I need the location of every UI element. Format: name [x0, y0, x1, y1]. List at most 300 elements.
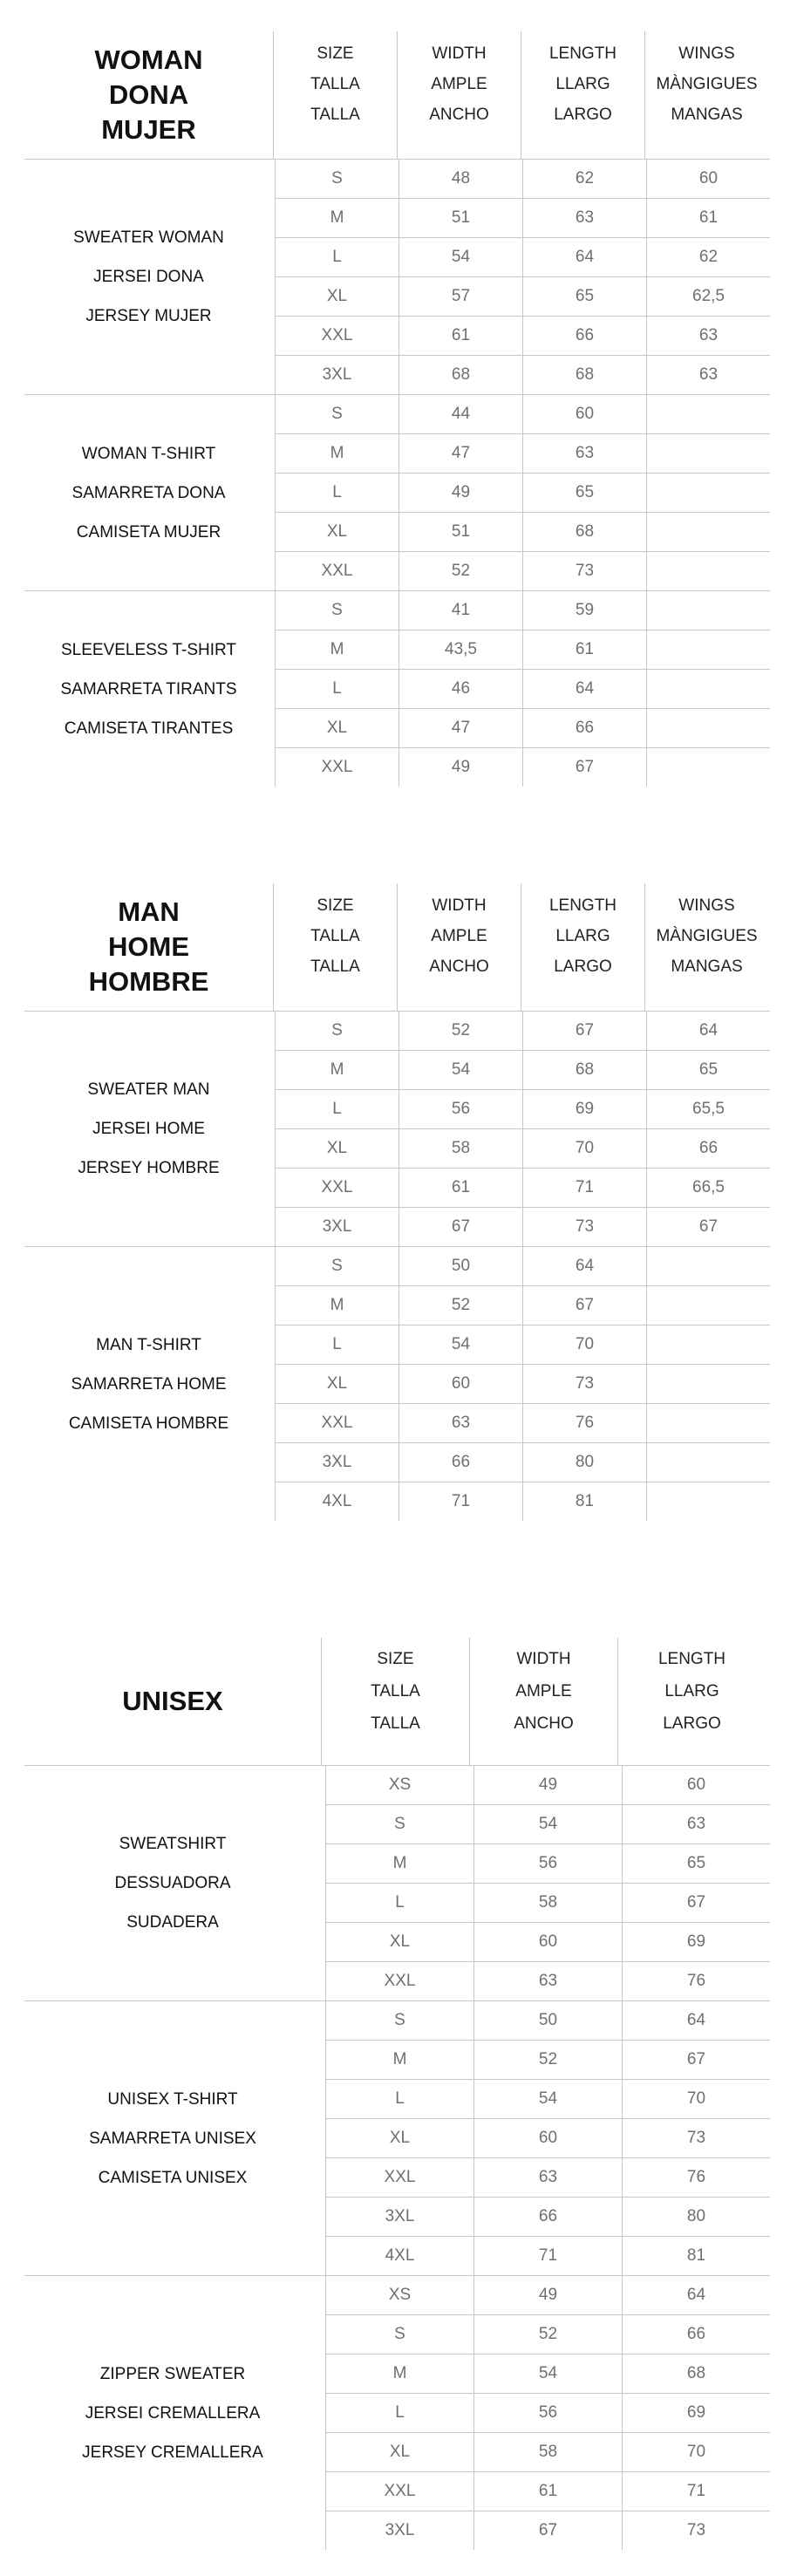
sleeve-cell	[646, 552, 770, 590]
width-cell: 54	[398, 1051, 522, 1089]
width-cell: 56	[473, 2394, 622, 2432]
column-header-line: LENGTH	[657, 1650, 726, 1668]
table-row	[325, 1884, 770, 1923]
size-cell: XL	[275, 709, 398, 747]
size-cell: L	[275, 1325, 398, 1364]
length-cell: 76	[622, 1962, 770, 2000]
size-rows	[325, 2001, 770, 2275]
column-header-line: MÀNGIGUES	[656, 75, 758, 93]
size-cell: XXL	[275, 748, 398, 787]
length-cell: 63	[522, 434, 646, 473]
sleeve-cell	[646, 395, 770, 433]
width-cell: 54	[473, 1805, 622, 1843]
length-cell: 70	[622, 2433, 770, 2471]
width-cell: 58	[398, 1129, 522, 1168]
width-cell: 54	[398, 1325, 522, 1364]
column-header-length	[521, 883, 644, 1011]
product-label	[24, 160, 273, 394]
table-row	[275, 1404, 770, 1443]
width-cell: 49	[398, 474, 522, 512]
column-header-line: LLARG	[555, 927, 610, 945]
product-label-line: JERSEY HOMBRE	[78, 1159, 220, 1177]
size-cell: M	[325, 1844, 473, 1883]
width-cell: 51	[398, 513, 522, 551]
size-cell: M	[275, 434, 398, 473]
table-row	[275, 1482, 770, 1521]
size-rows	[275, 1247, 770, 1521]
table-row	[275, 1129, 770, 1169]
width-cell: 48	[398, 160, 522, 198]
size-rows	[275, 591, 770, 787]
size-cell: M	[325, 2355, 473, 2393]
length-cell: 66	[522, 317, 646, 355]
section-title-line: DONA	[108, 79, 189, 110]
sleeve-cell: 62	[646, 238, 770, 276]
table-row	[325, 2119, 770, 2158]
table-row	[325, 2001, 770, 2041]
length-cell: 64	[622, 2001, 770, 2040]
width-cell: 60	[398, 1365, 522, 1403]
width-cell: 52	[473, 2315, 622, 2354]
product-label-line: MAN T-SHIRT	[96, 1335, 201, 1354]
size-cell: M	[275, 1286, 398, 1325]
column-header-line: LENGTH	[548, 44, 617, 63]
size-cell: 3XL	[325, 2198, 473, 2236]
length-cell: 65	[622, 1844, 770, 1883]
column-header-line: SIZE	[377, 1650, 414, 1668]
column-header-width	[469, 1638, 617, 1765]
table-row	[275, 395, 770, 434]
section-title-line: WOMAN	[94, 44, 203, 75]
length-cell: 63	[522, 199, 646, 237]
product-label-line: JERSEY CREMALLERA	[82, 2443, 263, 2462]
table-row	[275, 160, 770, 199]
table-row	[325, 1962, 770, 2000]
column-header-line: LARGO	[663, 1714, 721, 1733]
size-cell: XXL	[275, 317, 398, 355]
column-header-line: LENGTH	[548, 896, 617, 915]
product-label-line: CAMISETA MUJER	[76, 522, 221, 542]
size-cell: 3XL	[275, 1208, 398, 1246]
table-row	[325, 2315, 770, 2355]
sleeve-cell: 67	[646, 1208, 770, 1246]
size-cell: L	[325, 1884, 473, 1922]
table-row	[275, 199, 770, 238]
section-title	[24, 1638, 321, 1765]
table-row	[325, 2433, 770, 2472]
length-cell: 73	[622, 2119, 770, 2157]
sleeve-cell: 60	[646, 160, 770, 198]
size-cell: 4XL	[325, 2237, 473, 2275]
column-header-size	[273, 31, 397, 159]
table-row	[275, 1247, 770, 1286]
length-cell: 67	[622, 1884, 770, 1922]
column-header-line: ANCHO	[514, 1714, 574, 1733]
table-row	[325, 1844, 770, 1884]
column-header-length	[521, 31, 644, 159]
sleeve-cell	[646, 1247, 770, 1285]
table-row	[275, 317, 770, 356]
column-header-line: LLARG	[555, 75, 610, 93]
width-cell: 57	[398, 277, 522, 316]
sleeve-cell	[646, 434, 770, 473]
length-cell: 68	[622, 2355, 770, 2393]
width-cell: 50	[473, 2001, 622, 2040]
size-cell: XXL	[275, 1169, 398, 1207]
column-header-line: SIZE	[317, 44, 354, 63]
sleeve-cell: 66,5	[646, 1169, 770, 1207]
length-cell: 81	[522, 1482, 646, 1521]
length-cell: 80	[522, 1443, 646, 1482]
size-cell: XXL	[325, 2472, 473, 2511]
size-cell: 3XL	[275, 356, 398, 394]
width-cell: 63	[473, 2158, 622, 2197]
sleeve-cell: 65,5	[646, 1090, 770, 1128]
width-cell: 58	[473, 1884, 622, 1922]
size-cell: XL	[325, 1923, 473, 1961]
size-cell: XXL	[275, 552, 398, 590]
sleeve-cell: 65	[646, 1051, 770, 1089]
length-cell: 73	[522, 1208, 646, 1246]
product-label-line: SWEATER MAN	[87, 1080, 210, 1099]
length-cell: 73	[522, 1365, 646, 1403]
size-table-unisex	[24, 1638, 770, 2550]
width-cell: 67	[398, 1208, 522, 1246]
size-cell: S	[325, 2001, 473, 2040]
column-header-line: WIDTH	[516, 1650, 571, 1668]
section-title-line: MAN	[118, 896, 180, 927]
table-row	[275, 356, 770, 394]
table-row	[275, 1012, 770, 1051]
column-header-line: LLARG	[664, 1682, 719, 1700]
size-table-man	[24, 883, 770, 1521]
column-header-size	[273, 883, 397, 1011]
length-cell: 63	[622, 1805, 770, 1843]
sleeve-cell	[646, 1325, 770, 1364]
width-cell: 47	[398, 434, 522, 473]
size-cell: S	[275, 160, 398, 198]
length-cell: 65	[522, 277, 646, 316]
product-label-line: JERSEI HOME	[92, 1120, 205, 1138]
width-cell: 54	[473, 2355, 622, 2393]
length-cell: 67	[522, 1286, 646, 1325]
width-cell: 63	[398, 1404, 522, 1442]
table-row	[275, 670, 770, 709]
size-cell: 4XL	[275, 1482, 398, 1521]
table-row	[275, 1325, 770, 1365]
size-rows	[275, 1012, 770, 1246]
width-cell: 41	[398, 591, 522, 630]
column-header-line: AMPLE	[431, 927, 487, 945]
size-cell: XL	[325, 2119, 473, 2157]
table-row	[275, 552, 770, 590]
length-cell: 70	[622, 2080, 770, 2118]
column-header-line: AMPLE	[431, 75, 487, 93]
table-row	[275, 277, 770, 317]
product-label-line: SAMARRETA UNISEX	[89, 2129, 256, 2148]
section-title	[24, 31, 273, 159]
size-rows	[325, 2276, 770, 2550]
product-label-line: CAMISETA HOMBRE	[68, 1414, 229, 1433]
table-row	[275, 1051, 770, 1090]
table-row	[275, 748, 770, 787]
width-cell: 49	[398, 748, 522, 787]
product-label	[24, 2001, 321, 2275]
size-rows	[325, 1766, 770, 2000]
sleeve-cell	[646, 1404, 770, 1442]
column-header-line: TALLA	[371, 1682, 420, 1700]
width-cell: 52	[473, 2041, 622, 2079]
width-cell: 61	[398, 317, 522, 355]
product-label-line: SAMARRETA DONA	[72, 483, 226, 502]
sleeve-cell	[646, 1482, 770, 1521]
table-header	[24, 1638, 770, 1766]
sleeve-cell: 66	[646, 1129, 770, 1168]
size-cell: 3XL	[275, 1443, 398, 1482]
width-cell: 52	[398, 552, 522, 590]
section-title-line: MUJER	[101, 114, 196, 145]
sleeve-cell	[646, 630, 770, 669]
length-cell: 76	[622, 2158, 770, 2197]
length-cell: 67	[622, 2041, 770, 2079]
width-cell: 50	[398, 1247, 522, 1285]
length-cell: 66	[622, 2315, 770, 2354]
length-cell: 69	[622, 2394, 770, 2432]
size-cell: XL	[275, 1365, 398, 1403]
table-header	[24, 883, 770, 1012]
product-group-zipper-sweater	[24, 2276, 770, 2550]
column-header-line: TALLA	[310, 75, 360, 93]
column-header-line: TALLA	[371, 1714, 420, 1733]
length-cell: 59	[522, 591, 646, 630]
column-header-line: WIDTH	[432, 44, 487, 63]
length-cell: 70	[522, 1325, 646, 1364]
table-row	[275, 709, 770, 748]
sleeve-cell: 61	[646, 199, 770, 237]
product-label-line: SUDADERA	[126, 1913, 219, 1932]
sleeve-cell	[646, 591, 770, 630]
column-header-line: MÀNGIGUES	[656, 927, 758, 945]
sleeve-cell: 63	[646, 317, 770, 355]
width-cell: 61	[398, 1169, 522, 1207]
length-cell: 64	[522, 670, 646, 708]
product-label-line: SAMARRETA HOME	[71, 1374, 227, 1394]
length-cell: 71	[622, 2472, 770, 2511]
length-cell: 68	[522, 356, 646, 394]
table-row	[275, 591, 770, 630]
length-cell: 69	[622, 1923, 770, 1961]
table-row	[325, 1805, 770, 1844]
width-cell: 43,5	[398, 630, 522, 669]
length-cell: 68	[522, 1051, 646, 1089]
table-row	[275, 1090, 770, 1129]
table-row	[275, 630, 770, 670]
column-header-line: WINGS	[678, 44, 735, 63]
length-cell: 68	[522, 513, 646, 551]
table-header	[24, 31, 770, 160]
length-cell: 73	[622, 2511, 770, 2550]
size-cell: XXL	[275, 1404, 398, 1442]
width-cell: 52	[398, 1286, 522, 1325]
column-header-line: LARGO	[554, 106, 612, 124]
size-cell: XL	[275, 513, 398, 551]
sleeve-cell	[646, 748, 770, 787]
length-cell: 76	[522, 1404, 646, 1442]
product-label-line: JERSEI DONA	[93, 268, 204, 286]
length-cell: 60	[522, 395, 646, 433]
length-cell: 66	[522, 709, 646, 747]
length-cell: 70	[522, 1129, 646, 1168]
table-row	[325, 2080, 770, 2119]
size-cell: L	[275, 474, 398, 512]
table-row	[325, 2158, 770, 2198]
length-cell: 71	[522, 1169, 646, 1207]
length-cell: 65	[522, 474, 646, 512]
product-label-line: ZIPPER SWEATER	[99, 2364, 246, 2383]
size-cell: XXL	[325, 2158, 473, 2197]
width-cell: 46	[398, 670, 522, 708]
table-row	[325, 2276, 770, 2315]
size-cell: S	[275, 1247, 398, 1285]
size-cell: 3XL	[325, 2511, 473, 2550]
size-rows	[275, 395, 770, 590]
table-row	[325, 1766, 770, 1805]
product-label	[24, 395, 273, 590]
width-cell: 44	[398, 395, 522, 433]
table-row	[325, 2394, 770, 2433]
product-label-line: DESSUADORA	[114, 1874, 231, 1892]
product-group-unisex-t-shirt	[24, 2001, 770, 2276]
size-cell: L	[275, 670, 398, 708]
width-cell: 49	[473, 1766, 622, 1804]
size-cell: M	[275, 1051, 398, 1089]
product-label-line: WOMAN T-SHIRT	[81, 444, 216, 463]
table-row	[325, 2472, 770, 2511]
table-row	[275, 1286, 770, 1325]
sleeve-cell: 63	[646, 356, 770, 394]
section-title-line: UNISEX	[122, 1686, 223, 1716]
width-cell: 68	[398, 356, 522, 394]
column-header-width	[397, 883, 521, 1011]
product-label-line: JERSEI CREMALLERA	[85, 2403, 261, 2423]
column-header-line: MANGAS	[671, 957, 743, 976]
column-header-line: TALLA	[310, 957, 360, 976]
width-cell: 54	[473, 2080, 622, 2118]
width-cell: 47	[398, 709, 522, 747]
table-row	[275, 434, 770, 474]
product-group-sleeveless-t-shirt	[24, 591, 770, 787]
sleeve-cell: 64	[646, 1012, 770, 1050]
section-title	[24, 883, 273, 1011]
size-cell: S	[325, 1805, 473, 1843]
width-cell: 52	[398, 1012, 522, 1050]
table-row	[325, 2198, 770, 2237]
product-label-line: UNISEX T-SHIRT	[107, 2089, 238, 2109]
column-header-line: AMPLE	[515, 1682, 572, 1700]
size-cell: M	[275, 199, 398, 237]
column-header-line: TALLA	[310, 927, 360, 945]
column-header-size	[321, 1638, 469, 1765]
width-cell: 66	[398, 1443, 522, 1482]
table-row	[275, 238, 770, 277]
table-row	[275, 513, 770, 552]
size-cell: S	[275, 395, 398, 433]
size-cell: M	[325, 2041, 473, 2079]
size-cell: S	[275, 591, 398, 630]
width-cell: 49	[473, 2276, 622, 2314]
product-group-man-t-shirt	[24, 1247, 770, 1521]
width-cell: 60	[473, 1923, 622, 1961]
product-group-woman-t-shirt	[24, 395, 770, 591]
width-cell: 63	[473, 1962, 622, 2000]
size-cell: L	[275, 1090, 398, 1128]
width-cell: 56	[398, 1090, 522, 1128]
width-cell: 60	[473, 2119, 622, 2157]
product-label-line: JERSEY MUJER	[85, 307, 212, 325]
size-cell: S	[275, 1012, 398, 1050]
size-cell: XL	[275, 277, 398, 316]
width-cell: 58	[473, 2433, 622, 2471]
width-cell: 66	[473, 2198, 622, 2236]
table-row	[275, 1169, 770, 1208]
length-cell: 64	[522, 1247, 646, 1285]
column-header-length	[617, 1638, 766, 1765]
table-row	[325, 2041, 770, 2080]
section-title-line: HOME	[108, 931, 189, 962]
width-cell: 67	[473, 2511, 622, 2550]
column-header-line: WINGS	[678, 896, 735, 915]
product-label-line: SAMARRETA TIRANTS	[60, 679, 237, 699]
sleeve-cell: 62,5	[646, 277, 770, 316]
column-header-line: MANGAS	[671, 106, 743, 124]
length-cell: 81	[622, 2237, 770, 2275]
product-label-line: CAMISETA UNISEX	[98, 2168, 248, 2187]
product-label-line: SWEATER WOMAN	[73, 228, 224, 247]
product-group-sweater-man	[24, 1012, 770, 1247]
length-cell: 61	[522, 630, 646, 669]
width-cell: 54	[398, 238, 522, 276]
length-cell: 67	[522, 1012, 646, 1050]
size-cell: L	[325, 2080, 473, 2118]
length-cell: 62	[522, 160, 646, 198]
table-row	[275, 1208, 770, 1246]
product-label	[24, 2276, 321, 2550]
table-row	[325, 1923, 770, 1962]
product-label	[24, 1012, 273, 1246]
length-cell: 60	[622, 1766, 770, 1804]
sleeve-cell	[646, 474, 770, 512]
column-header-wings	[644, 883, 768, 1011]
length-cell: 64	[622, 2276, 770, 2314]
size-cell: S	[325, 2315, 473, 2354]
sleeve-cell	[646, 513, 770, 551]
column-header-line: WIDTH	[432, 896, 487, 915]
product-group-sweater-woman	[24, 160, 770, 395]
product-label-line: SLEEVELESS T-SHIRT	[61, 640, 236, 659]
size-cell: XL	[325, 2433, 473, 2471]
length-cell: 69	[522, 1090, 646, 1128]
table-row	[325, 2355, 770, 2394]
width-cell: 51	[398, 199, 522, 237]
table-row	[275, 1365, 770, 1404]
product-group-sweatshirt	[24, 1766, 770, 2001]
product-label-line: CAMISETA TIRANTES	[64, 719, 234, 738]
size-cell: XL	[275, 1129, 398, 1168]
width-cell: 71	[398, 1482, 522, 1521]
column-header-line: SIZE	[317, 896, 354, 915]
column-header-line: LARGO	[554, 957, 612, 976]
sleeve-cell	[646, 1443, 770, 1482]
